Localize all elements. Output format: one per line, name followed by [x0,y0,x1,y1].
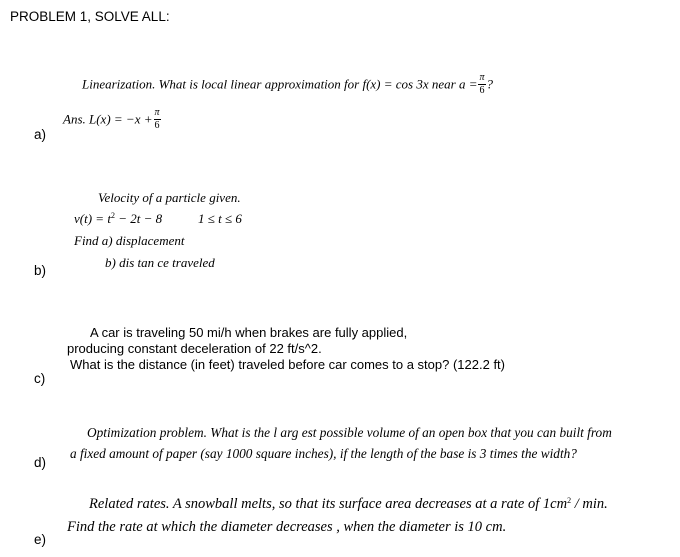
problem-b-equation [74,211,162,227]
problem-e-line2: Find the rate at which the diameter decreases , when the diameter is 10 cm. [67,519,507,535]
problem-d-line2: a fixed amount of paper (say 1000 square inches), if the length of the base is 3 times the width? [70,446,577,461]
problem-b-line4: b) dis tan ce traveled [105,255,215,270]
problem-a-answer-numerator: π [154,107,160,118]
problem-e-exponent: 2 [567,496,572,505]
problem-b-line3: Find a) displacement [74,233,185,248]
problem-b-eq-suffix: − 2t − 8 [114,211,163,226]
problem-b-eq-prefix: v(t) = t [74,211,111,226]
problem-a-question-text: Linearization. What is local linear approximation for f(x) = cos 3x near a = [82,76,478,92]
problem-a-near-fraction [478,73,485,96]
label-e: e) [34,532,47,547]
problem-c-line1: A car is traveling 50 mi/h when brakes are fully applied, [90,325,408,340]
label-d: d) [34,455,47,470]
problem-a-answer-denominator: 6 [154,120,160,131]
problem-a-question [82,74,493,97]
page-title: PROBLEM 1, SOLVE ALL: [10,9,170,24]
problem-a-near-denominator: 6 [479,85,485,96]
problem-b-line1: Velocity of a particle given. [98,190,241,205]
label-b: b) [34,263,47,278]
problem-e-line1 [89,496,608,513]
label-a: a) [34,127,47,142]
problem-e-line1-text: Related rates. A snowball melts, so that its surface area decreases at a rate of 1cm [89,496,568,512]
problem-c-line3: What is the distance (in feet) traveled before car comes to a stop? (122.2 ft) [70,357,505,372]
label-c: c) [34,371,46,386]
problem-a-answer [63,109,162,132]
problem-b-range: 1 ≤ t ≤ 6 [198,211,242,226]
problem-e-line1-suffix: / min. [571,496,608,512]
problem-a-answer-text: Ans. L(x) = −x + [63,111,153,127]
problem-a-answer-fraction [154,108,161,131]
problem-b-eq-exponent: 2 [110,211,115,220]
problem-a-near-numerator: π [479,72,485,83]
problem-d-line1: Optimization problem. What is the l arg est possible volume of an open box that you can built from [87,425,612,440]
problem-c-line2: producing constant deceleration of 22 ft/s^2. [67,341,322,356]
problem-a-question-mark: ? [486,76,493,92]
